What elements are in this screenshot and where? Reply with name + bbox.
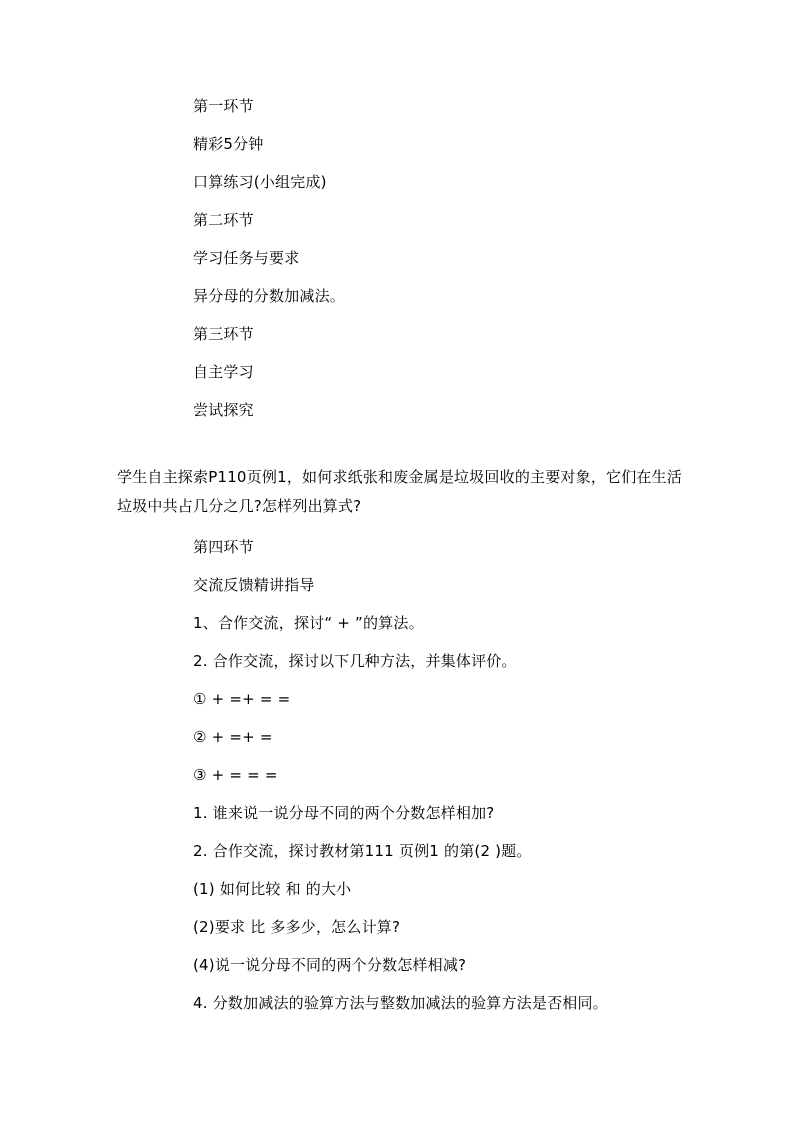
list-item: 1、合作交流，探讨“ + ”的算法。 (193, 614, 424, 632)
text-line: 自主学习 (193, 363, 254, 381)
section-heading-4: 第四环节 (193, 538, 254, 556)
section-heading-1: 第一环节 (193, 97, 254, 115)
list-item: ② + =+ = (193, 728, 273, 746)
section-heading-2: 第二环节 (193, 211, 254, 229)
list-item: 1. 谁来说一说分母不同的两个分数怎样相加? (193, 804, 495, 822)
text-line: 交流反馈精讲指导 (193, 576, 315, 594)
text-line: 异分母的分数加减法。 (193, 287, 346, 305)
list-item: (4)说一说分母不同的两个分数怎样相减? (193, 956, 467, 974)
list-item: ③ + = = = (193, 766, 278, 784)
list-item: 2. 合作交流，探讨以下几种方法，并集体评价。 (193, 652, 517, 670)
list-item: (1) 如何比较 和 的大小 (193, 880, 352, 898)
body-paragraph: 学生自主探索P110页例1，如何求纸张和废金属是垃圾回收的主要对象，它们在生活垃圾中共占几分之几?怎样列出算式? (117, 468, 683, 515)
text-line: 尝试探究 (193, 401, 254, 419)
section-heading-3: 第三环节 (193, 325, 254, 343)
text-line: 精彩5分钟 (193, 135, 264, 153)
list-item: 2. 合作交流，探讨教材第111 页例1 的第(2 )题。 (193, 842, 532, 860)
text-line: 学习任务与要求 (193, 249, 300, 267)
text-line: 口算练习(小组完成) (193, 173, 327, 191)
list-item: 4. 分数加减法的验算方法与整数加减法的验算方法是否相同。 (193, 994, 608, 1012)
list-item: ① + =+ = = (193, 690, 291, 708)
list-item: (2)要求 比 多多少，怎么计算? (193, 918, 401, 936)
